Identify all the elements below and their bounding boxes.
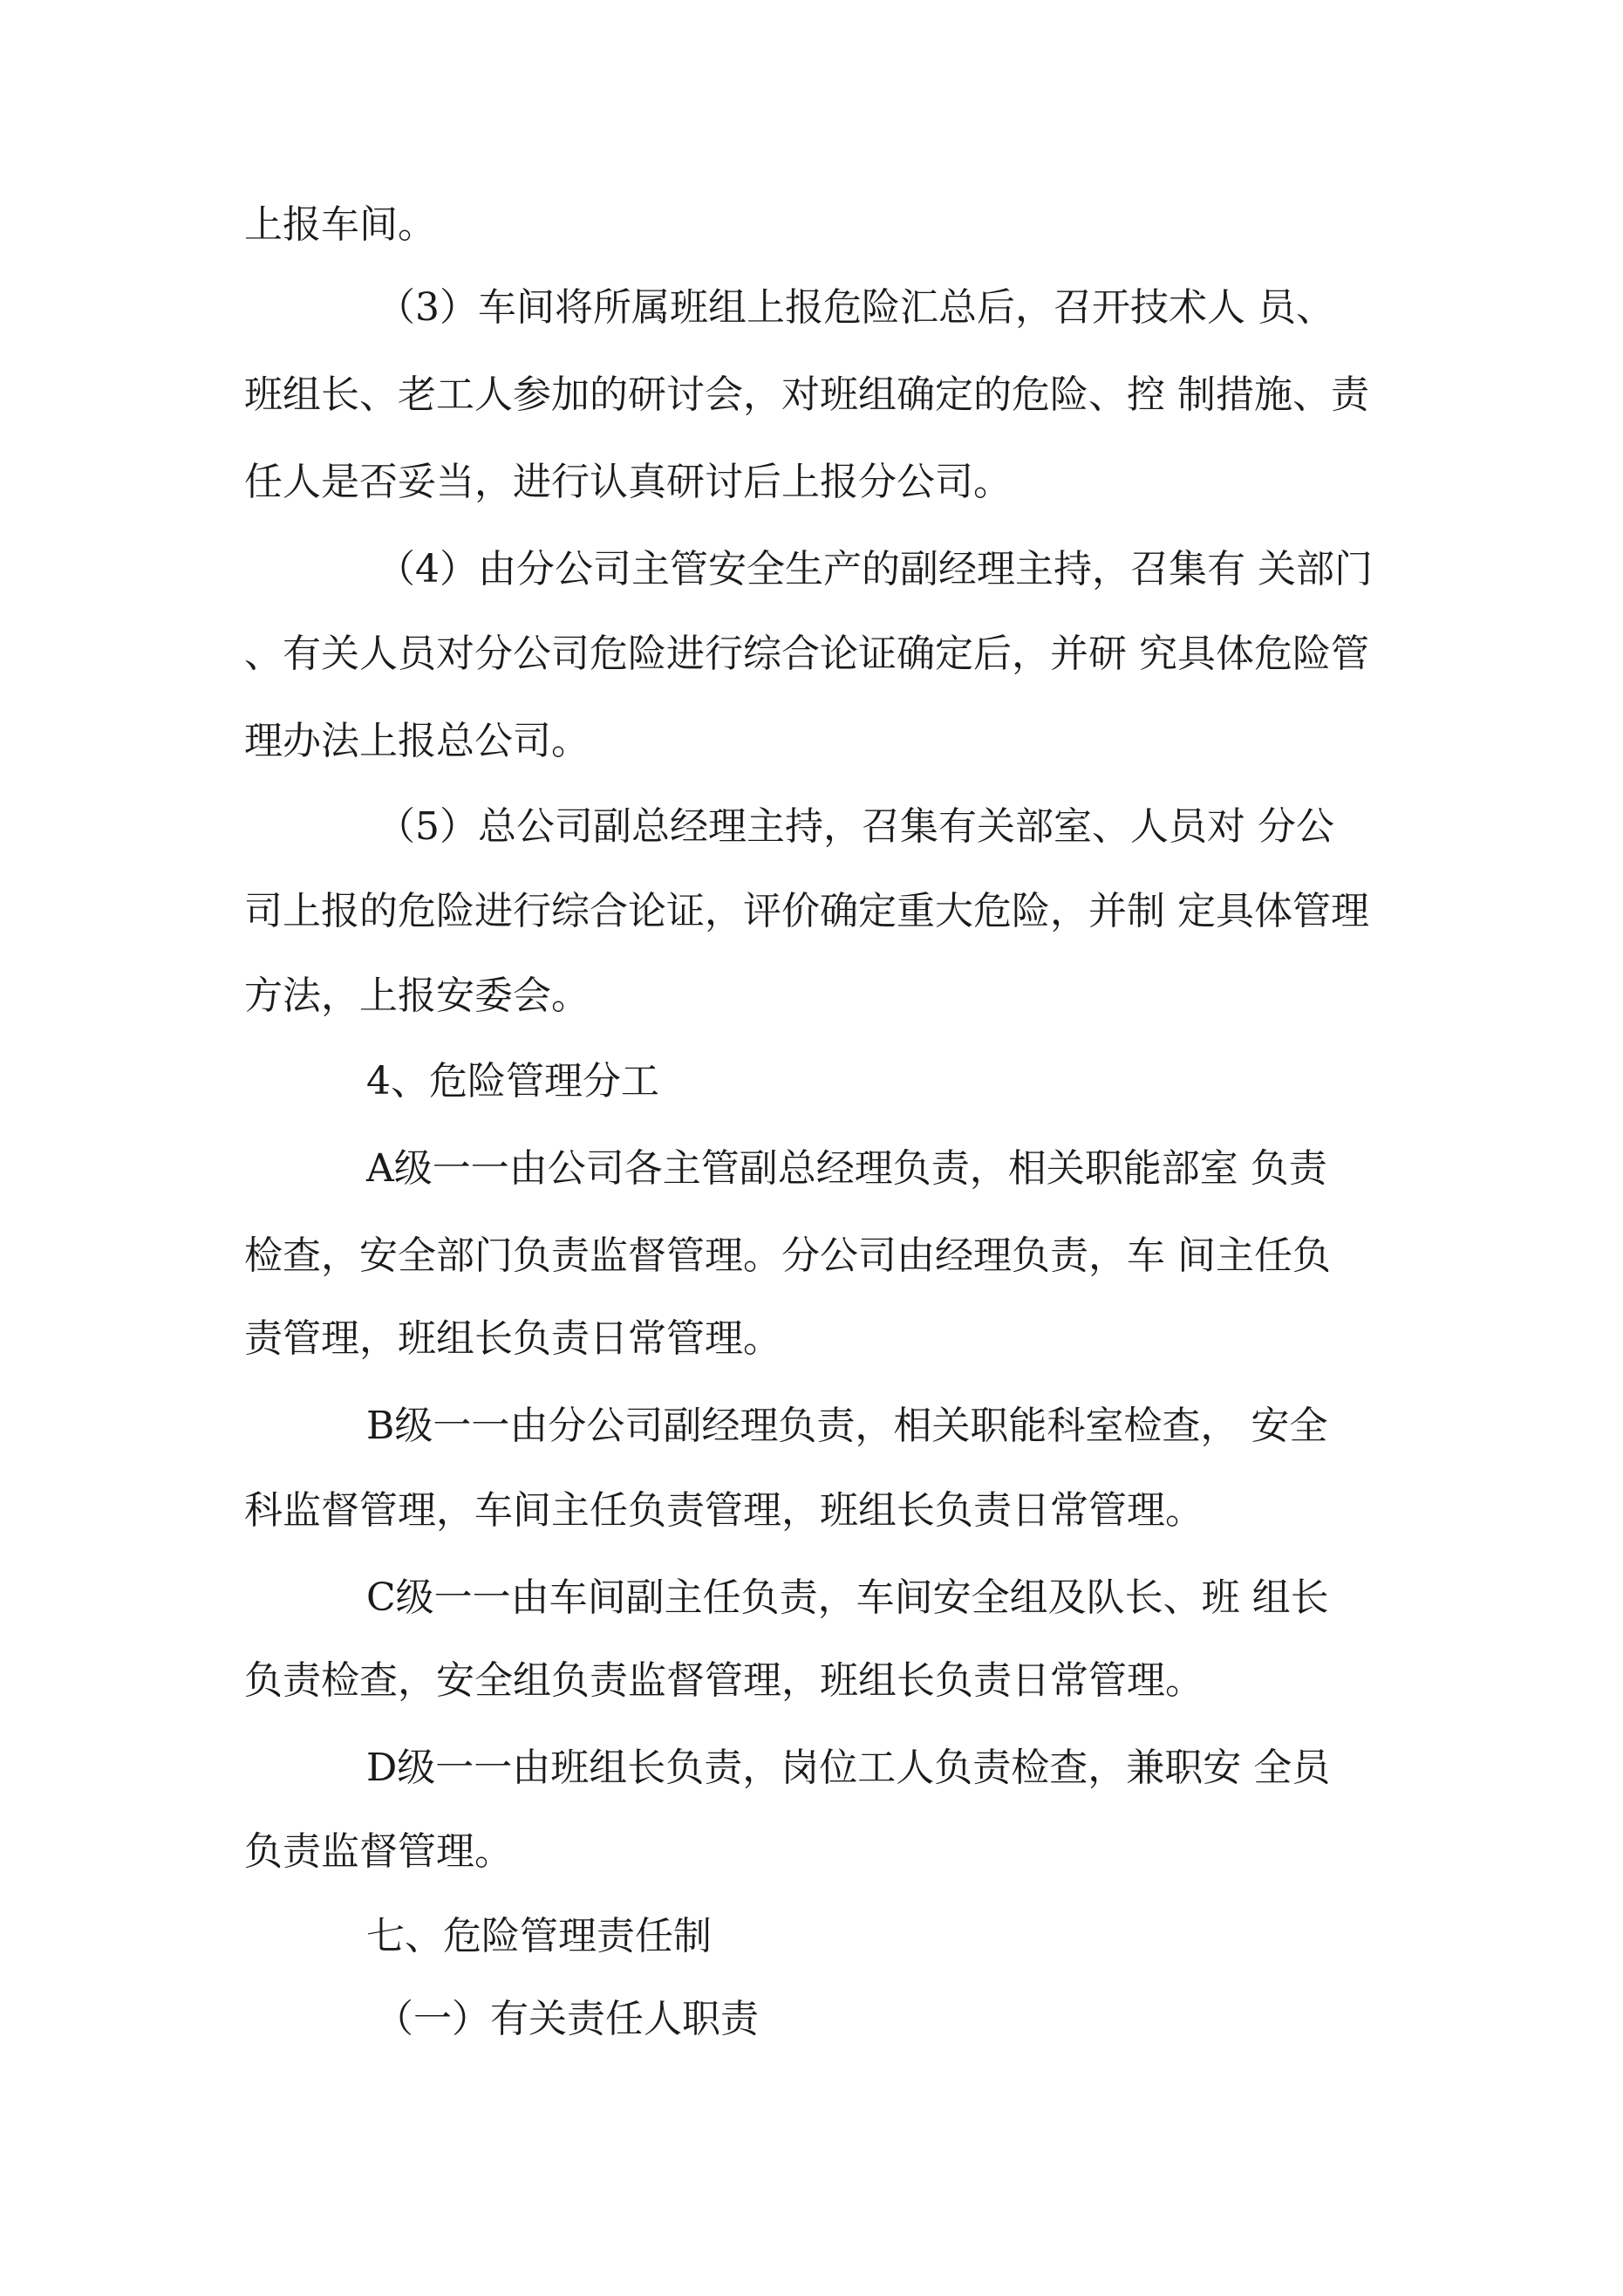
- text-line-6: 、有关人员对分公司危险进行综合论证确定后，并研 究具体危险管: [244, 632, 1369, 676]
- section-heading-7: 七、危险管理责任制: [366, 1914, 712, 1958]
- text-line-7: 理办法上报总公司。: [244, 719, 590, 763]
- text-line-17: C级一一由车间副主任负责，车间安全组及队长、班 组长: [366, 1575, 1329, 1620]
- text-line-8: （5）总公司副总经理主持，召集有关部室、人员对 分公: [377, 804, 1334, 849]
- text-line-3: 班组长、老工人参加的研讨会，对班组确定的危险、控 制措施、责: [244, 372, 1369, 417]
- text-line-2: （3）车间将所属班组上报危险汇总后，召开技术人 员、: [377, 285, 1334, 330]
- text-line-18: 负责检查，安全组负责监督管理，班组长负责日常管理。: [244, 1658, 1204, 1703]
- text-line-4: 任人是否妥当，进行认真研讨后上报分公司。: [244, 460, 1012, 504]
- text-line-1: 上报车间。: [244, 202, 436, 247]
- text-line-10: 方法，上报安委会。: [244, 974, 590, 1018]
- text-line-9: 司上报的危险进行综合论证，评价确定重大危险，并制 定具体管理: [244, 889, 1369, 933]
- text-line-5: （4）由分公司主管安全生产的副经理主持，召集有 关部门: [377, 547, 1373, 591]
- text-line-20: 负责监督管理。: [244, 1829, 513, 1874]
- section-heading-4: 4、危险管理分工: [366, 1059, 659, 1104]
- text-line-14: 责管理，班组长负责日常管理。: [244, 1316, 781, 1361]
- subsection-heading-1: （一）有关责任人职责: [375, 1997, 759, 2041]
- text-line-19: D级一一由班组长负责，岗位工人负责检查，兼职安 全员: [366, 1746, 1331, 1790]
- text-line-12: A级一一由公司各主管副总经理负责，相关职能部室 负责: [366, 1146, 1327, 1191]
- text-line-13: 检查，安全部门负责监督管理。分公司由经理负责，车 间主任负: [244, 1233, 1331, 1278]
- text-line-15: B级一一由分公司副经理负责，相关职能科室检查， 安全: [366, 1404, 1328, 1448]
- text-line-16: 科监督管理，车间主任负责管理，班组长负责日常管理。: [244, 1488, 1204, 1533]
